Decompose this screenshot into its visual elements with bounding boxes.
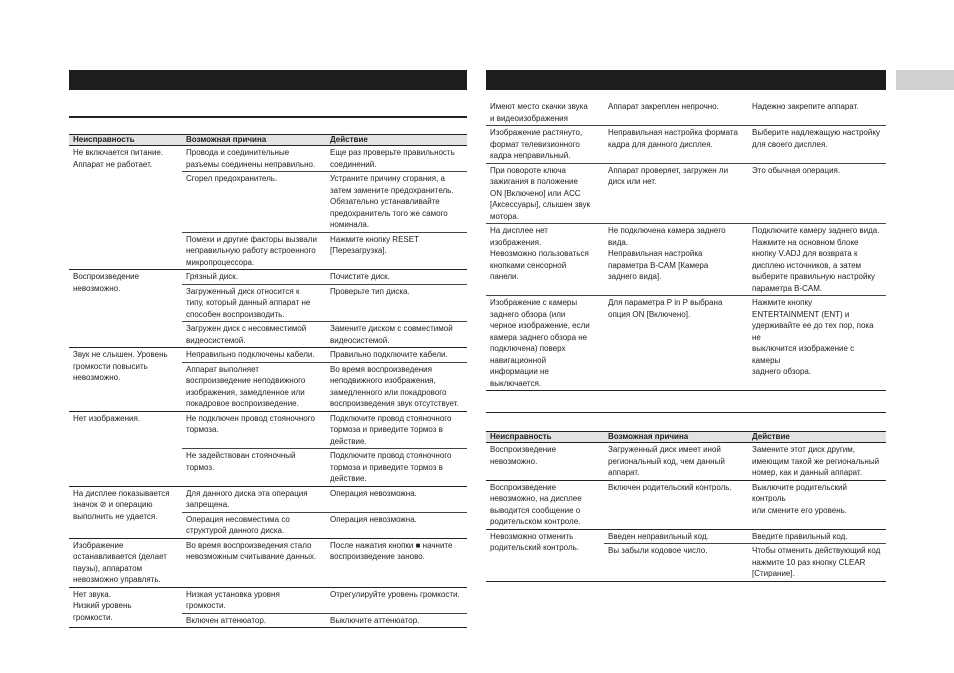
cause-cell: Загружен диск с несовместимой видеосистемой. xyxy=(182,322,326,348)
cause-cell: Загруженный диск относится к типу, который данный аппарат не способен воспроизводить. xyxy=(182,284,326,322)
cause-cell: Не подключен провод стояночного тормоза. xyxy=(182,411,326,449)
action-cell: Подключите камеру заднего вида. Нажмите на основном блоке кнопку V.ADJ для возврата к дисплею источников, а затем выберите правильную настройку параметра B-CAM. xyxy=(748,224,886,296)
table-row xyxy=(486,529,886,544)
table-header-row xyxy=(69,135,467,146)
action-cell: Подключите провод стояночного тормоза и приведите тормоз в действие. xyxy=(326,449,467,487)
action-cell: Проверьте тип диска. xyxy=(326,284,467,322)
action-cell: Введите правильный код. xyxy=(748,529,886,544)
symptom-cell: Звук не слышен. Уровень громкости повысить невозможно. xyxy=(69,348,182,412)
cause-cell: Грязный диск. xyxy=(182,270,326,285)
cause-cell: Включен родительский контроль. xyxy=(604,480,748,529)
table-row xyxy=(69,538,467,587)
cause-cell: Во время воспроизведения стало невозможным считывание данных. xyxy=(182,538,326,587)
table-row xyxy=(69,486,467,512)
symptom-cell: Воспроизведение невозможно, на дисплее выводится сообщение о родительском контроле. xyxy=(486,480,604,529)
action-cell: Это обычная операция. xyxy=(748,163,886,224)
action-cell: Еще раз проверьте правильность соединений. xyxy=(326,146,467,172)
action-cell: Операция невозможна. xyxy=(326,486,467,512)
table-row xyxy=(69,270,467,285)
symptom-cell: Изображение останавливается (делает паузы), аппаратом невозможно управлять. xyxy=(69,538,182,587)
cause-cell: Не подключена камера заднего вида. Неправильная настройка параметра B-CAM [Камера заднего вида]. xyxy=(604,224,748,296)
cause-cell: Аппарат проверяет, загружен ли диск или нет. xyxy=(604,163,748,224)
left-section-header-bar xyxy=(69,70,467,90)
action-cell: Выключите аттенюатор. xyxy=(326,613,467,628)
column-header-symptom: Неисправность xyxy=(486,432,604,443)
action-cell: Замените диском с совместимой видеосистемой. xyxy=(326,322,467,348)
cause-cell: Введен неправильный код. xyxy=(604,529,748,544)
right-section-header-bar xyxy=(486,70,886,90)
column-header-action: Действие xyxy=(748,432,886,443)
action-cell: Надежно закрепите аппарат. xyxy=(748,100,886,126)
right-troubleshooting-table-1 xyxy=(486,100,886,391)
table-row xyxy=(486,224,886,296)
cause-cell: Для параметра P in P выбрана опция ON [Включено]. xyxy=(604,296,748,391)
cause-cell: Низкая установка уровня громкости. xyxy=(182,587,326,613)
symptom-cell: При повороте ключа зажигания в положение ON [Включено] или ACC [Аксессуары], слышен звук мотора. xyxy=(486,163,604,224)
action-cell: Отрегулируйте уровень громкости. xyxy=(326,587,467,613)
column-header-action: Действие xyxy=(326,135,467,146)
table-row xyxy=(69,146,467,172)
cause-cell: Провода и соединительные разъемы соединены неправильно. xyxy=(182,146,326,172)
cause-cell: Неправильная настройка формата кадра для данного дисплея. xyxy=(604,126,748,164)
symptom-cell: Изображение с камеры заднего обзора (или черное изображение, если камера заднего обзора не подключена) поверх навигационной информации не выключается. xyxy=(486,296,604,391)
table-row xyxy=(486,480,886,529)
action-cell: Операция невозможна. xyxy=(326,512,467,538)
cause-cell: Аппарат выполняет воспроизведение неподвижного изображения, замедленное или покадровое воспроизведение. xyxy=(182,362,326,411)
cause-cell: Не задействован стояночный тормоз. xyxy=(182,449,326,487)
left-subsection-rule xyxy=(69,116,467,118)
right-troubleshooting-table-2 xyxy=(486,431,886,582)
cause-cell: Для данного диска эта операция запрещена. xyxy=(182,486,326,512)
symptom-cell: Воспроизведение невозможно. xyxy=(486,443,604,481)
action-cell: После нажатия кнопки ■ начните воспроизведение заново. xyxy=(326,538,467,587)
action-cell: Во время воспроизведения неподвижного изображения, замедленного или покадрового воспроизведения звук отсутствует. xyxy=(326,362,467,411)
action-cell: Правильно подключите кабели. xyxy=(326,348,467,363)
table-row xyxy=(486,163,886,224)
column-header-cause: Возможная причина xyxy=(182,135,326,146)
action-cell: Выберите надлежащую настройку для своего дисплея. xyxy=(748,126,886,164)
table-row xyxy=(486,126,886,164)
action-cell: Нажмите кнопку RESET [Перезагрузка]. xyxy=(326,232,467,270)
table-row xyxy=(486,296,886,391)
action-cell: Замените этот диск другим, имеющим такой же региональный номер, как и данный аппарат. xyxy=(748,443,886,481)
column-header-cause: Возможная причина xyxy=(604,432,748,443)
symptom-cell: Не включается питание. Аппарат не работает. xyxy=(69,146,182,270)
symptom-cell: Невозможно отменить родительский контроль. xyxy=(486,529,604,581)
cause-cell: Помехи и другие факторы вызвали неправильную работу встроенного микропроцессора. xyxy=(182,232,326,270)
cause-cell: Неправильно подключены кабели. xyxy=(182,348,326,363)
page-side-tab xyxy=(896,70,954,90)
cause-cell: Аппарат закреплен непрочно. xyxy=(604,100,748,126)
action-cell: Чтобы отменить действующий код нажмите 10 раз кнопку CLEAR [Стирание]. xyxy=(748,544,886,582)
symptom-cell: На дисплее показывается значок ⊘ и операцию выполнить не удается. xyxy=(69,486,182,538)
action-cell: Почистите диск. xyxy=(326,270,467,285)
cause-cell: Операция несовместима со структурой данного диска. xyxy=(182,512,326,538)
symptom-cell: Воспроизведение невозможно. xyxy=(69,270,182,348)
left-troubleshooting-table xyxy=(69,134,467,628)
table-header-row xyxy=(486,432,886,443)
cause-cell: Включен аттенюатор. xyxy=(182,613,326,628)
cause-cell: Загруженный диск имеет иной региональный код, чем данный аппарат. xyxy=(604,443,748,481)
symptom-cell: Изображение растянуто, формат телевизионного кадра неправильный. xyxy=(486,126,604,164)
symptom-cell: Имеют место скачки звука и видеоизображения xyxy=(486,100,604,126)
symptom-cell: На дисплее нет изображения. Невозможно пользоваться кнопками сенсорной панели. xyxy=(486,224,604,296)
symptom-cell: Нет звука. Низкий уровень громкости. xyxy=(69,587,182,628)
table-row xyxy=(69,411,467,449)
table-row xyxy=(486,100,886,126)
action-cell: Подключите провод стояночного тормоза и приведите тормоз в действие. xyxy=(326,411,467,449)
cause-cell: Вы забыли кодовое число. xyxy=(604,544,748,582)
action-cell: Выключите родительский контроль или смените его уровень. xyxy=(748,480,886,529)
right-subsection-rule xyxy=(486,412,886,413)
table-row xyxy=(69,587,467,613)
symptom-cell: Нет изображения. xyxy=(69,411,182,486)
table-row xyxy=(69,348,467,363)
table-row xyxy=(486,443,886,481)
action-cell: Нажмите кнопку ENTERTAINMENT (ENT) и удерживайте ее до тех пор, пока не выключится изображение с камеры заднего обзора. xyxy=(748,296,886,391)
column-header-symptom: Неисправность xyxy=(69,135,182,146)
action-cell: Устраните причину сгорания, а затем замените предохранитель. Обязательно устанавливайте предохранитель того же самого номинала. xyxy=(326,172,467,233)
cause-cell: Сгорел предохранитель. xyxy=(182,172,326,233)
